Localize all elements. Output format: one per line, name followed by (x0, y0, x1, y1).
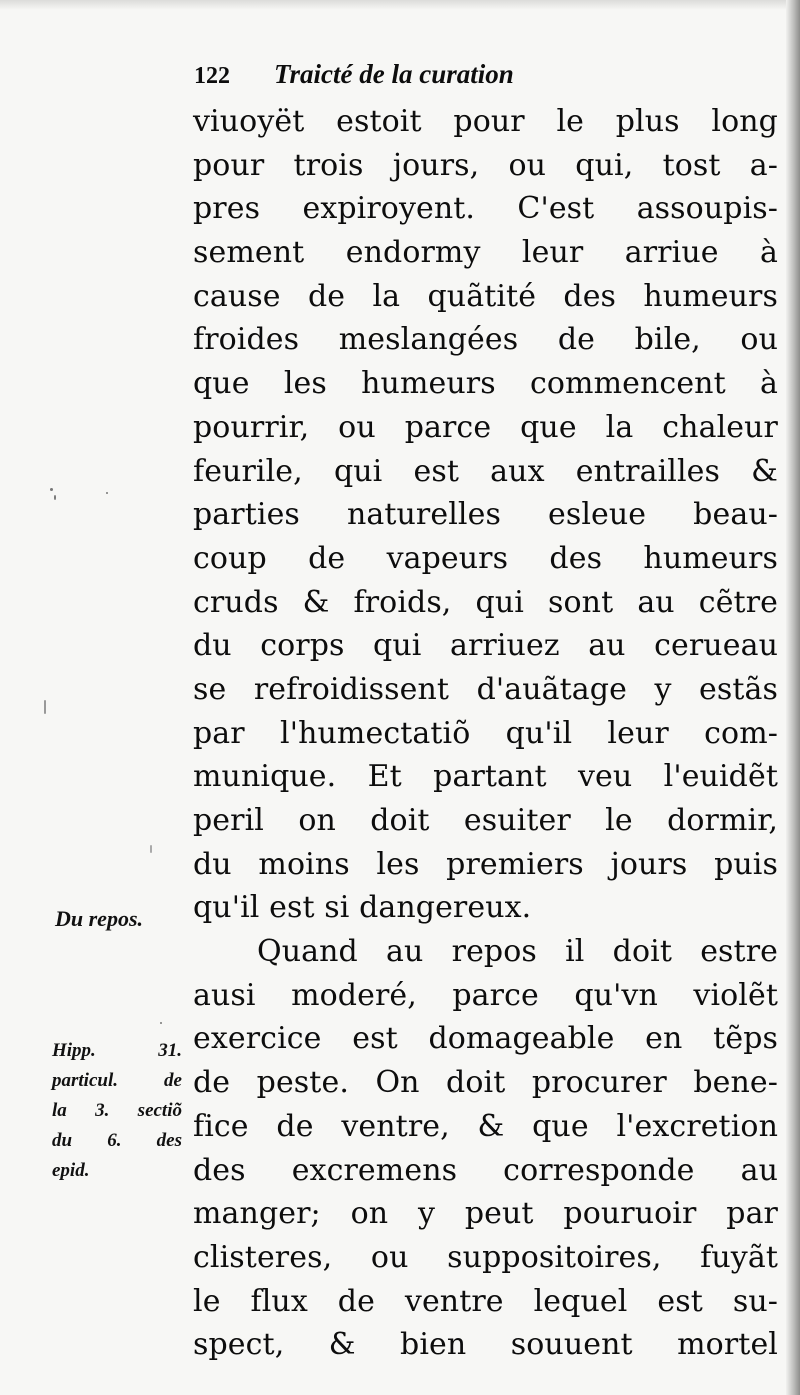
text-line: viuoyët estoit pour le plus long (193, 104, 778, 139)
page-number: 122 (194, 63, 230, 89)
text-line: des excremens corresponde au (193, 1152, 778, 1188)
text-line: par l'humectatiõ qu'il leur com- (193, 715, 778, 751)
text-line: exercice est domageable en tẽps (193, 1021, 778, 1057)
running-head (194, 52, 694, 96)
text-line: clisteres, ou suppositoires, fuyãt (193, 1239, 778, 1275)
text-line: le flux de ventre lequel est su- (193, 1283, 778, 1319)
margin-note-line: du 6. des (52, 1130, 182, 1151)
text-line: feurile, qui est aux entrailles & (193, 453, 778, 489)
text-line: cause de la quãtité des humeurs (193, 278, 778, 314)
text-line: ausi moderé, parce qu'vn violẽt (193, 977, 778, 1013)
ink-speck (150, 845, 152, 853)
text-line: se refroidissent d'auãtage y estãs (193, 671, 778, 707)
text-line: froides meslangées de bile, ou (193, 322, 778, 358)
text-line: qu'il est si dangereux. (193, 890, 532, 926)
text-line: peril on doit esuiter le dormir, (193, 803, 778, 838)
margin-note-line: particul. de (52, 1070, 182, 1091)
page-top-shadow (0, 0, 800, 10)
paragraph-first-line: Quand au repos il doit estre (257, 934, 778, 970)
text-line: cruds & froids, qui sont au cẽtre (193, 584, 778, 620)
text-line: pourrir, ou parce que la chaleur (193, 409, 778, 445)
margin-note-line: Hipp. 31. (52, 1040, 182, 1061)
margin-note-repos: Du repos. (55, 906, 144, 931)
text-line: pour trois jours, ou qui, tost a- (193, 147, 778, 183)
margin-note-line: la 3. sectiõ (52, 1100, 182, 1121)
text-line: de peste. On doit procurer bene- (193, 1065, 778, 1101)
text-line: du corps qui arriuez au cerueau (193, 628, 778, 664)
ink-speck (44, 700, 46, 714)
body-text (193, 100, 778, 1367)
text-line: spect, & bien souuent mortel (193, 1327, 778, 1363)
margin-note-hippocrates (52, 1036, 182, 1186)
text-line: que les humeurs commencent à (193, 366, 778, 402)
text-line: coup de vapeurs des humeurs (193, 540, 778, 576)
text-line: du moins les premiers jours puis (193, 846, 778, 882)
text-line: munique. Et partant veu l'euidẽt (193, 759, 778, 795)
running-title: Traicté de la curation (274, 59, 514, 89)
page-gutter-shadow (786, 0, 800, 1395)
text-line: fice de ventre, & que l'excretion (193, 1108, 778, 1144)
text-line: pres expiroyent. C'est assoupis- (193, 191, 778, 227)
ink-speck (106, 492, 108, 494)
ink-speck (160, 1022, 162, 1024)
text-line: parties naturelles esleue beau- (193, 497, 778, 533)
ink-speck (50, 488, 53, 491)
margin-note-line: epid. (52, 1160, 90, 1181)
ink-speck (54, 495, 56, 500)
text-line: sement endormy leur arriue à (193, 235, 778, 271)
text-line: manger; on y peut pouruoir par (193, 1196, 778, 1232)
